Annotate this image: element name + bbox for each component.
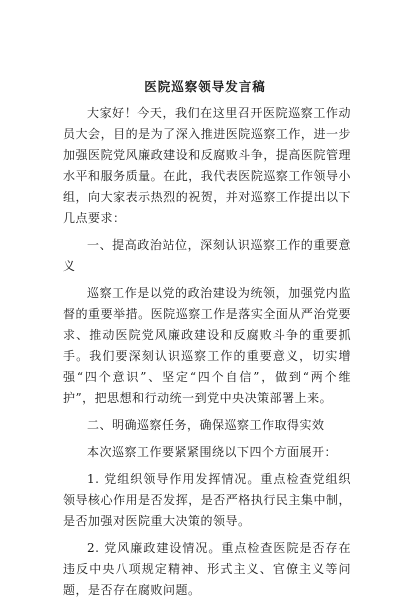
- paragraph-greeting: 大家好！今天，我们在这里召开医院巡察工作动员大会，目的是为了深入推进医院巡察工作，进一步加强医院党风廉政建设和反腐败斗争，提高医院管理水平和服务质量。在此，我代表医院巡察工作领导小组，向大家表示热烈的祝贺，并对巡察工作提出以下几点要求：: [63, 106, 351, 225]
- paragraph-section-2-intro: 本次巡察工作要紧紧围绕以下四个方面展开：: [87, 445, 338, 459]
- list-item-2: 2. 党风廉政建设情况。重点检查医院是否存在违反中央八项规定精神、形式主义、官僚主义等问题，是否存在腐败问题。: [63, 541, 351, 597]
- section-heading-1: 一、提高政治站位，深刻认识巡察工作的重要意义: [63, 238, 351, 273]
- document-title: 医院巡察领导发言稿: [144, 79, 266, 94]
- paragraph-section-1: 巡察工作是以党的政治建设为统领，加强党内监督的重要举措。医院巡察工作是落实全面从严治党要求、推动医院党风廉政建设和反腐败斗争的重要抓手。我们要深刻认识巡察工作的重要意义，切实增强“四个意识”、坚定“四个自信”，做到“两个维护”，把思想和行动统一到党中央决策部署上来。: [63, 286, 351, 405]
- section-heading-2: 二、明确巡察任务，确保巡察工作取得实效: [87, 418, 325, 432]
- list-item-1: 1. 党组织领导作用发挥情况。重点检查党组织领导核心作用是否发挥，是否严格执行民主集中制，是否加强对医院重大决策的领导。: [63, 472, 351, 528]
- document-body: [63, 103, 351, 607]
